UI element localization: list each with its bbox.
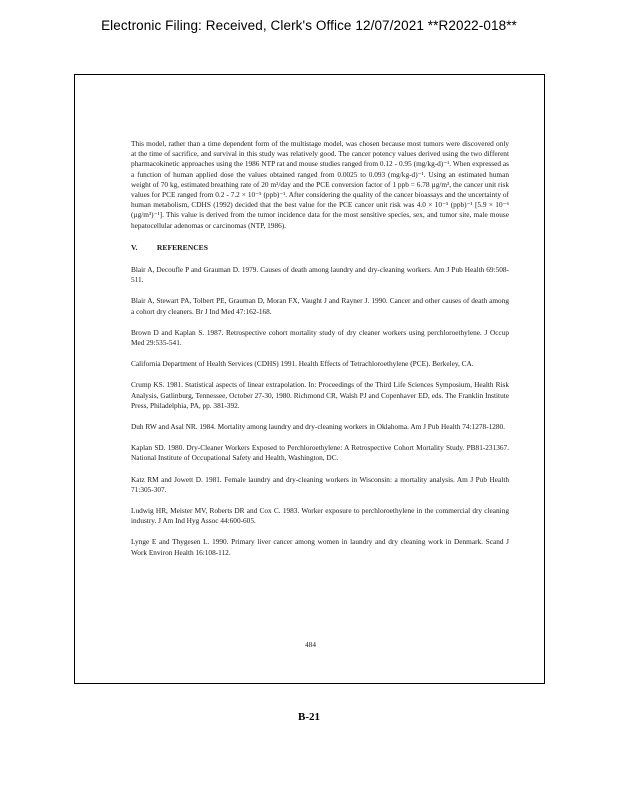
section-number: V. (131, 242, 138, 252)
reference-item: Crump KS. 1981. Statistical aspects of linear extrapolation. In: Proceedings of the Third Life Sciences Symposium, Health Risk Analysis, Gatlinburg, Tennessee, October 27-30, 1980. Richmond CR, Walsh PJ and Copenhaver ED, eds. The Franklin Institute Press, Philadelphia, PA, pp. 381-392. (131, 380, 509, 410)
reference-item: California Department of Health Services (CDHS) 1991. Health Effects of Tetrachloroethylene (PCE). Berkeley, CA. (131, 359, 474, 369)
document-body (131, 139, 509, 569)
reference-item: Ludwig HR, Meister MV, Roberts DR and Cox C. 1983. Worker exposure to perchloroethylene in the commercial dry cleaning industry. J Am Ind Hyg Assoc 44:600-605. (131, 506, 509, 526)
reference-item: Lynge E and Thygesen L. 1990. Primary liver cancer among women in laundry and dry cleaning work in Denmark. Scand J Work Environ Health 16:108-112. (131, 537, 509, 557)
footer-label: B-21 (298, 711, 320, 723)
reference-item: Brown D and Kaplan S. 1987. Retrospective cohort mortality study of dry cleaner workers using perchloroethylene. J Occup Med 29:535-541. (131, 327, 509, 348)
reference-item: Blair A, Stewart PA, Tolbert PE, Grauman D, Moran FX, Vaught J and Rayner J. 1990. Cancer and other causes of death among a cohort dry cleaners. Br J Ind Med 47:162-168. (131, 296, 509, 316)
references-heading (131, 243, 509, 253)
reference-item: Blair A, Decoufle P and Grauman D. 1979. Causes of death among laundry and dry-cleaning workers. Am J Pub Health 69:508-511. (131, 265, 509, 285)
section-title: REFERENCES (156, 242, 208, 252)
reference-item: Kaplan SD. 1980. Dry-Cleaner Workers Exposed to Perchloroethylene: A Retrospective Cohort Mortality Study. PB81-231367. National Institute of Occupational Safety and Health, Washington, DC. (131, 443, 509, 463)
intro-paragraph: This model, rather than a time dependent form of the multistage model, was chosen because most tumors were discovered only at the time of sacrifice, and survival in this study was relatively good. The cancer potency values derived using the two different pharmacokinetic approaches using the 1986 NTP rat and mouse studies ranged from 0.12 - 0.95 (mg/kg-d)⁻¹. When expressed as a function of human applied dose the values obtained ranged from 0.0025 to 0.093 (mg/kg-d)⁻¹. Using an estimated human weight of 70 kg, estimated breathing rate of 20 m³/day and the PCE conversion factor of 1 ppb = 6.78 µg/m³, the cancer unit risk values for PCE ranged from 0.2 - 7.2 × 10⁻⁵ (ppb)⁻¹. After considering the quality of the cancer bioassays and the uncertainty of human metabolism, CDHS (1992) decided that the best value for the PCE cancer unit risk was 4.0 × 10⁻⁵ (ppb)⁻¹ [5.9 × 10⁻⁶ (µg/m³)⁻¹]. This value is derived from the tumor incidence data for the most sensitive species, sex, and tumor site, male mouse hepatocellular adenomas or carcinomas (NTP, 1986). (131, 139, 509, 230)
filing-header: Electronic Filing: Received, Clerk's Office 12/07/2021 **R2022-018** (101, 18, 517, 33)
reference-item: Katz RM and Jowett D. 1981. Female laundry and dry-cleaning workers in Wisconsin: a mortality analysis. Am J Pub Health 71:305-307. (131, 474, 509, 494)
page-number: 484 (305, 640, 316, 649)
document-page (74, 74, 545, 684)
reference-item: Duh RW and Asal NR. 1984. Mortality among laundry and dry-cleaning workers in Oklahoma. Am J Pub Health 74:1278-1280. (131, 422, 505, 432)
